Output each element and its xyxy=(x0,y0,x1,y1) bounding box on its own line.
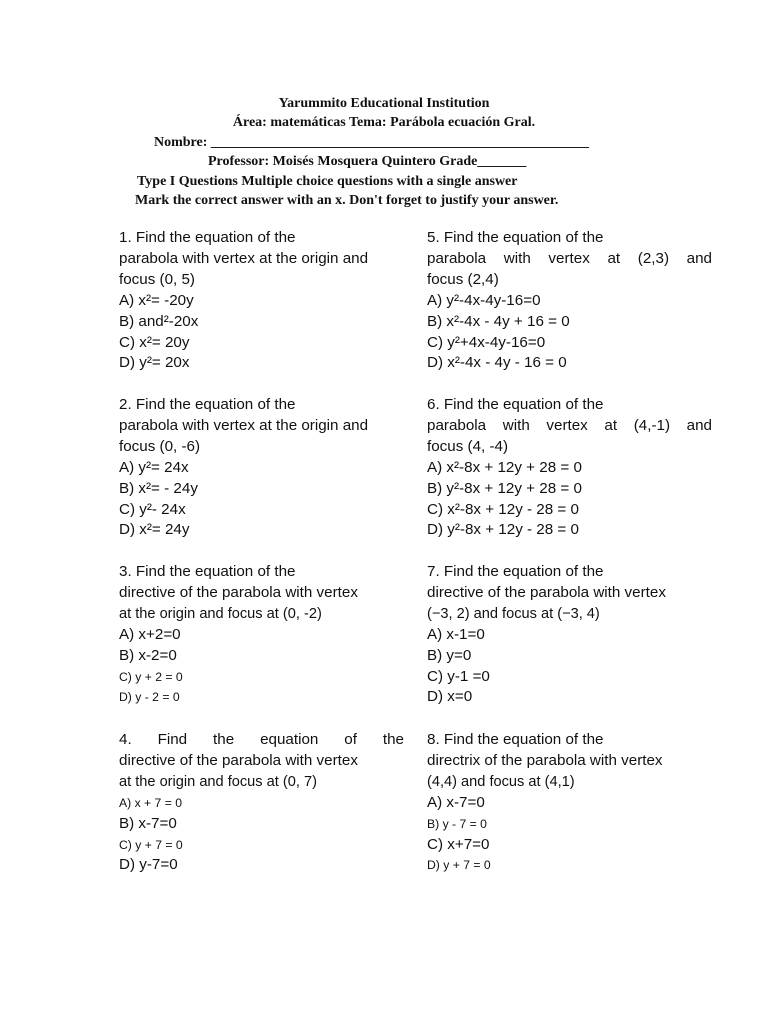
question-3-line-1: 3. Find the equation of the xyxy=(119,563,296,580)
question-3-option-a[interactable]: A) x+2=0 xyxy=(119,625,181,643)
question-5 xyxy=(427,228,712,374)
question-8-line-1: 8. Find the equation of the xyxy=(427,731,604,748)
question-5-line-1: 5. Find the equation of the xyxy=(427,229,604,246)
question-1-line-2: parabola with vertex at the origin and xyxy=(119,249,369,267)
question-1-line-1: 1. Find the equation of the xyxy=(119,229,296,246)
question-8-option-b[interactable]: B) y - 7 = 0 xyxy=(427,816,487,831)
question-2-option-b[interactable]: B) x²= - 24y xyxy=(119,479,198,497)
question-5-option-d[interactable]: D) x²-4x - 4y - 16 = 0 xyxy=(427,354,567,372)
question-1-line-3: focus (0, 5) xyxy=(119,270,195,288)
institution-name: Yarummito Educational Institution xyxy=(278,96,490,111)
question-4-option-d[interactable]: D) y-7=0 xyxy=(119,856,178,874)
question-5-option-a[interactable]: A) y²-4x-4y-16=0 xyxy=(427,291,541,309)
question-7-option-a[interactable]: A) x-1=0 xyxy=(427,625,485,643)
question-1-option-b[interactable]: B) and²-20x xyxy=(119,312,199,330)
question-2-option-d[interactable]: D) x²= 24y xyxy=(119,521,190,539)
question-2 xyxy=(119,395,404,541)
question-type: Type I Questions Multiple choice questions with a single answer xyxy=(137,173,518,189)
question-6-line-2: parabola with vertex at (4,-1) and xyxy=(427,416,712,434)
question-4-option-a[interactable]: A) x + 7 = 0 xyxy=(119,795,183,810)
worksheet-header xyxy=(0,94,768,210)
question-6 xyxy=(427,395,712,541)
question-3-option-b[interactable]: B) x-2=0 xyxy=(119,646,177,664)
question-6-option-d[interactable]: D) y²-8x + 12y - 28 = 0 xyxy=(427,521,579,539)
question-8-option-c[interactable]: C) x+7=0 xyxy=(427,835,490,853)
question-5-option-b[interactable]: B) x²-4x - 4y + 16 = 0 xyxy=(427,312,570,330)
question-5-line-2: parabola with vertex at (2,3) and xyxy=(427,249,712,267)
question-4-line-2: directive of the parabola with vertex xyxy=(119,751,358,769)
question-8-option-d[interactable]: D) y + 7 = 0 xyxy=(427,858,491,873)
instructions: Mark the correct answer with an x. Don't forget to justify your answer. xyxy=(135,193,559,209)
question-8 xyxy=(427,730,712,876)
question-4-line-1: 4. Find the equation of the xyxy=(119,731,404,748)
question-7-line-3: (−3, 2) and focus at (−3, 4) xyxy=(427,605,600,622)
question-1-option-a[interactable]: A) x²= -20y xyxy=(119,291,194,309)
question-4-option-b[interactable]: B) x-7=0 xyxy=(119,814,177,832)
question-8-line-3: (4,4) and focus at (4,1) xyxy=(427,773,575,790)
question-4 xyxy=(119,730,404,876)
question-6-option-b[interactable]: B) y²-8x + 12y + 28 = 0 xyxy=(427,479,582,497)
question-6-line-1: 6. Find the equation of the xyxy=(427,396,604,413)
question-1-option-c[interactable]: C) x²= 20y xyxy=(119,333,190,351)
question-3-line-3: at the origin and focus at (0, -2) xyxy=(119,605,322,622)
question-2-line-1: 2. Find the equation of the xyxy=(119,396,296,413)
question-1-option-d[interactable]: D) y²= 20x xyxy=(119,354,190,372)
question-6-option-a[interactable]: A) x²-8x + 12y + 28 = 0 xyxy=(427,458,582,476)
question-6-option-c[interactable]: C) x²-8x + 12y - 28 = 0 xyxy=(427,500,579,518)
question-3-option-c[interactable]: C) y + 2 = 0 xyxy=(119,669,183,684)
question-6-line-3: focus (4, -4) xyxy=(427,437,509,455)
question-2-line-3: focus (0, -6) xyxy=(119,437,201,455)
question-3-line-2: directive of the parabola with vertex xyxy=(119,583,358,601)
subject-area: Área: matemáticas Tema: Parábola ecuación Gral. xyxy=(232,115,536,131)
question-7-option-b[interactable]: B) y=0 xyxy=(427,646,472,664)
question-5-line-3: focus (2,4) xyxy=(427,270,499,288)
question-7-line-2: directive of the parabola with vertex xyxy=(427,583,666,601)
question-2-option-c[interactable]: C) y²- 24x xyxy=(119,500,186,518)
question-1 xyxy=(119,228,404,374)
question-4-option-c[interactable]: C) y + 7 = 0 xyxy=(119,837,183,852)
question-7-line-1: 7. Find the equation of the xyxy=(427,563,604,580)
question-5-option-c[interactable]: C) y²+4x-4y-16=0 xyxy=(427,333,546,351)
question-3 xyxy=(119,562,404,708)
question-4-line-3: at the origin and focus at (0, 7) xyxy=(119,773,317,790)
question-8-option-a[interactable]: A) x-7=0 xyxy=(427,793,485,811)
question-3-option-d[interactable]: D) y - 2 = 0 xyxy=(119,690,180,705)
question-2-option-a[interactable]: A) y²= 24x xyxy=(119,458,189,476)
student-name-line: Nombre: ______________________________________________________ xyxy=(154,134,589,150)
question-7-option-d[interactable]: D) x=0 xyxy=(427,688,473,706)
professor-line: Professor: Moisés Mosquera Quintero Grade_______ xyxy=(208,154,527,170)
question-7 xyxy=(427,562,712,708)
question-7-option-c[interactable]: C) y-1 =0 xyxy=(427,667,490,685)
question-2-line-2: parabola with vertex at the origin and xyxy=(119,416,369,434)
question-8-line-2: directrix of the parabola with vertex xyxy=(427,751,663,769)
